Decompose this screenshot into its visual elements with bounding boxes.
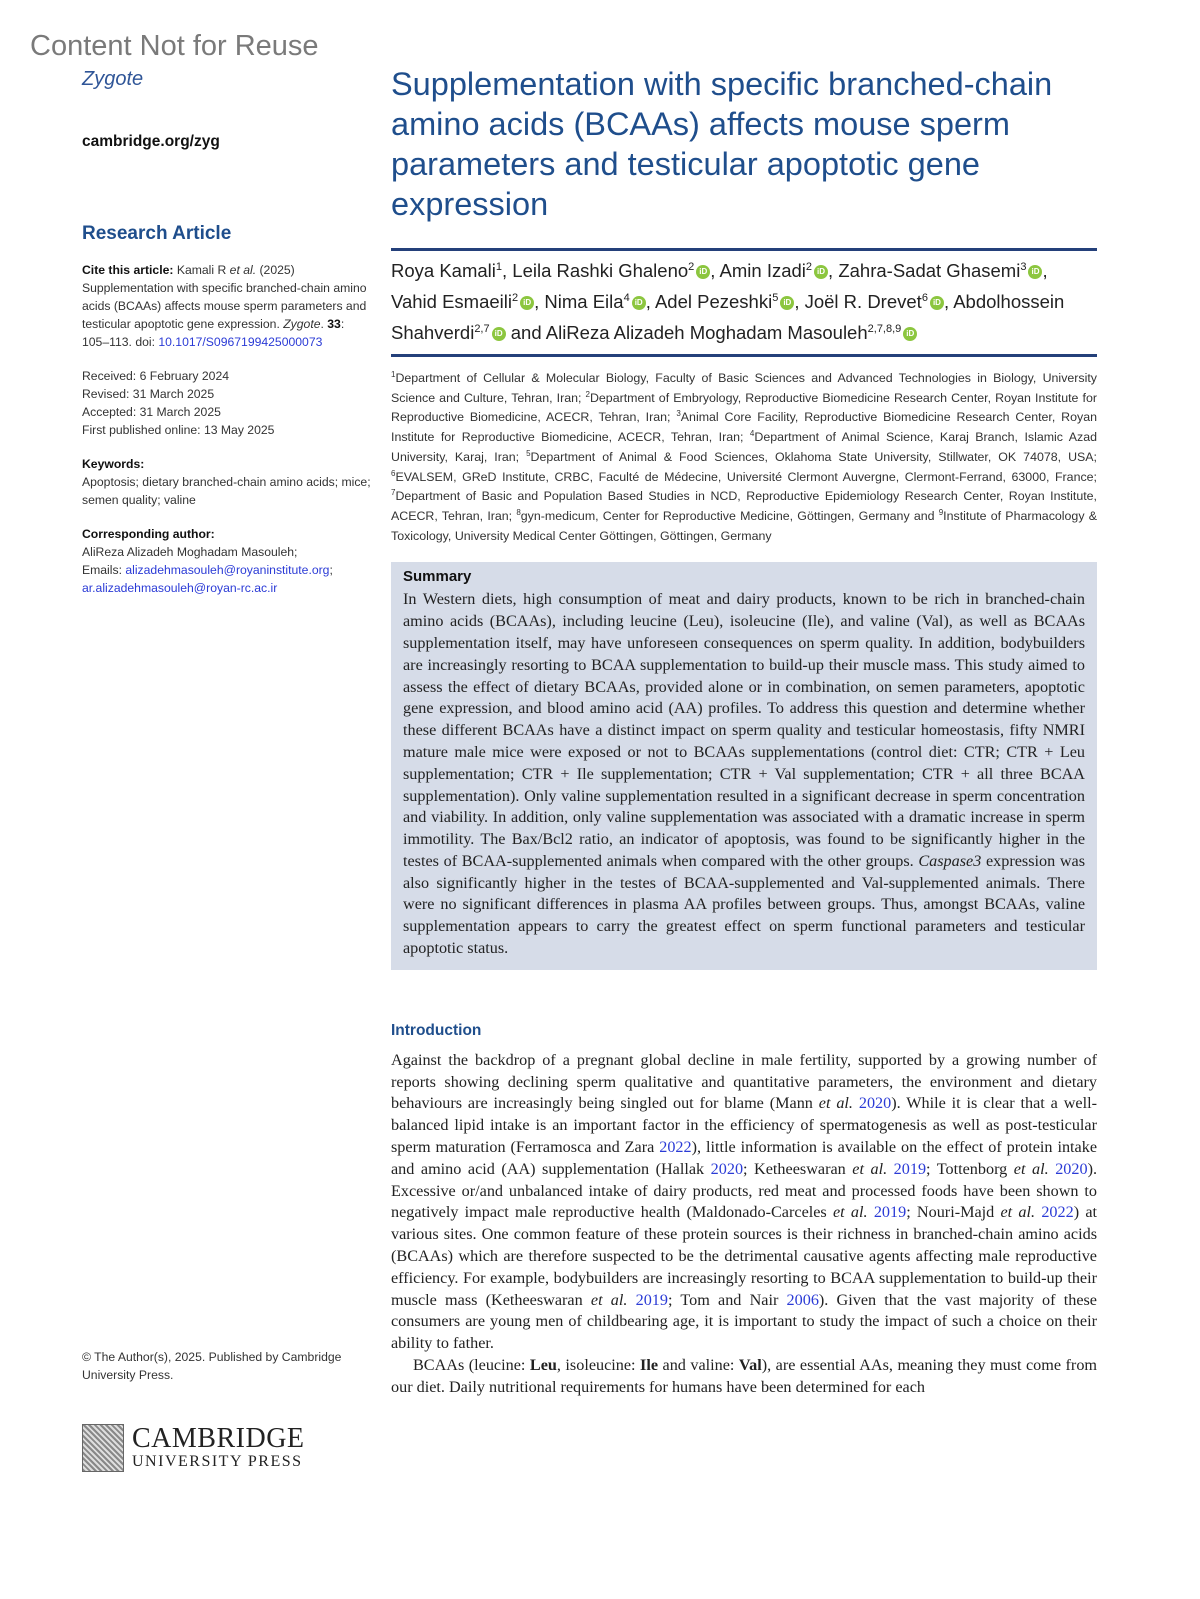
author-separator: , bbox=[943, 291, 954, 312]
author-affiliation: 2,7,8,9 bbox=[867, 322, 902, 335]
text-segment: ; Nouri-Majd bbox=[906, 1203, 1001, 1222]
introduction-text bbox=[391, 1050, 1097, 1399]
citation-link[interactable]: 2006 bbox=[786, 1290, 819, 1309]
author-affiliation: 5 bbox=[772, 291, 779, 304]
affiliation-number: 1 bbox=[391, 369, 396, 379]
paragraph bbox=[391, 1050, 1097, 1355]
author-affiliation: 2,7 bbox=[474, 322, 490, 335]
cite-authors: Kamali R bbox=[176, 263, 227, 277]
corresponding-author bbox=[82, 525, 372, 597]
citation-link[interactable]: 2019 bbox=[635, 1290, 668, 1309]
affiliation-number: 4 bbox=[749, 428, 755, 438]
author-name: Vahid Esmaeili bbox=[391, 291, 512, 312]
author-separator: , bbox=[502, 260, 513, 281]
keywords-label: Keywords: bbox=[82, 457, 145, 471]
accepted-date: Accepted: 31 March 2025 bbox=[82, 405, 221, 419]
author-name: Joël R. Drevet bbox=[804, 291, 922, 312]
corresponding-name: AliReza Alizadeh Moghadam Masouleh; bbox=[82, 545, 298, 559]
text-segment: Val bbox=[738, 1356, 762, 1375]
author-affiliation: 6 bbox=[921, 291, 928, 304]
text-segment: et al. bbox=[1000, 1203, 1036, 1222]
cite-journal: Zygote bbox=[283, 317, 321, 331]
summary-heading: Summary bbox=[403, 568, 472, 586]
text-segment: ). While it is clear that a well-balanced lipid intake is an important factor in the efficiency of spermatogenesis as well as post-testicular sperm maturation (Ferramosca and Zara bbox=[391, 1094, 1097, 1157]
keywords bbox=[82, 455, 372, 509]
text-segment: et al. bbox=[590, 1290, 628, 1309]
author-affiliation: 2 bbox=[688, 260, 695, 273]
orcid-icon[interactable]: iD bbox=[780, 296, 794, 310]
author-affiliation: 1 bbox=[495, 260, 503, 273]
logo-line-2: UNIVERSITY PRESS bbox=[132, 1453, 303, 1470]
orcid-icon[interactable]: iD bbox=[1028, 265, 1042, 279]
author-affiliation: 2 bbox=[512, 291, 519, 304]
text-segment bbox=[627, 1291, 635, 1309]
orcid-icon[interactable]: iD bbox=[930, 296, 944, 310]
text-segment: Against the backdrop of a pregnant global decline in male fertility, supported by a growing number of reports showing declining sperm qualitative and quantitative parameters, the environment and dietary behaviours are increasingly being singled out for blame (Mann bbox=[391, 1050, 1097, 1113]
affiliation-number: 3 bbox=[676, 409, 681, 419]
cite-year: (2025) bbox=[259, 263, 295, 277]
orcid-icon[interactable]: iD bbox=[814, 265, 828, 279]
text-segment: Ile bbox=[640, 1356, 659, 1375]
divider bbox=[391, 354, 1097, 357]
affiliation-text: Department of Cellular & Molecular Biology, Faculty of Basic Sciences and Advanced Technologies in Biology, University Science and Culture, Tehran, Iran; bbox=[391, 371, 1097, 405]
author-name: AliReza Alizadeh Moghadam Masouleh bbox=[545, 322, 868, 343]
author-name: Roya Kamali bbox=[391, 260, 496, 281]
affiliation-number: 8 bbox=[516, 507, 521, 517]
text-segment: ; Tom and Nair bbox=[667, 1290, 787, 1309]
revised-date: Revised: 31 March 2025 bbox=[82, 387, 215, 401]
text-segment: ). Given that the vast majority of these consumers are young men of childbearing age, it is important to study the impact of such a choice on their ability to father. bbox=[391, 1290, 1097, 1353]
left-column bbox=[82, 68, 372, 597]
published-date: First published online: 13 May 2025 bbox=[82, 423, 275, 437]
author-list bbox=[391, 251, 1097, 354]
citation-link[interactable]: 2022 bbox=[1041, 1203, 1074, 1222]
email-link-2[interactable]: ar.alizadehmasouleh@royan-rc.ac.ir bbox=[82, 581, 278, 595]
citation-link[interactable]: 2020 bbox=[1055, 1159, 1088, 1178]
author-separator: , bbox=[710, 260, 720, 281]
text-segment: In Western diets, high consumption of meat and dairy products, known to be rich in branched-chain amino acids (BCAAs), including leucine (Leu), isoleucine (Ile), and valine (Val), as well as BCAAs supplementation itself, may have unforeseen consequences on sperm quality. In addition, bodybuilders are increasingly resorting to BCAA supplementation to build-up their muscle mass. This study aimed to assess the effect of dietary BCAAs, provided alone or in combination, on semen parameters, apoptotic gene expression, and blood amino acid (AA) profiles. To address this question and determine whether these different BCAAs have a distinct impact on sperm quality and testicular homeostasis, fifty NMRI mature male mice were exposed or not to BCAAs supplementations (control diet: CTR; CTR + Leu supplementation; CTR + Ile supplementation; CTR + Val supplementation; CTR + all three BCAA supplementation). Only valine supplementation resulted in a significant decrease in sperm concentration and viability. In addition, only valine supplementation was associated with a dramatic increase in sperm immotility. The Bax/Bcl2 ratio, an indicator of apoptosis, was found to be significantly higher in the testes of BCAA-supplemented animals when compared with the other groups. bbox=[403, 590, 1085, 870]
emails-label: Emails: bbox=[82, 563, 122, 577]
affiliation-text: Animal Core Facility, Reproductive Biomedicine Research Center, Royan Institute for Reproductive Biomedicine, ACECR, Tehran, Iran; bbox=[391, 410, 1098, 445]
orcid-icon[interactable]: iD bbox=[520, 296, 534, 310]
received-date: Received: 6 February 2024 bbox=[82, 369, 230, 383]
affiliations bbox=[391, 369, 1097, 546]
orcid-icon[interactable]: iD bbox=[903, 327, 917, 341]
author-separator: , bbox=[645, 291, 655, 312]
text-segment: expression was also significantly higher in the testes of BCAA-supplemented and Val-supplemented animals. There were no significant differences in plasma AA profiles between groups. Thus, amongst BCAAs, valine supplementation appears to carry the greatest effect on sperm functional parameters and testicular apoptotic status. bbox=[403, 851, 1085, 958]
affiliation-number: 2 bbox=[585, 389, 590, 399]
citation-link[interactable]: 2020 bbox=[858, 1094, 892, 1113]
affiliation-text: EVALSEM, GReD Institute, CRBC, Faculté de Médecine, Université Clermont Auvergne, Clermont-Ferrand, 63000, France; bbox=[395, 469, 1097, 484]
affiliation-text: Department of Animal & Food Sciences, Oklahoma State University, Stillwater, OK 74078, USA; bbox=[530, 449, 1097, 464]
author-separator: and bbox=[505, 322, 546, 343]
author-name: Adel Pezeshki bbox=[654, 291, 773, 312]
citation-link[interactable]: 2019 bbox=[893, 1159, 927, 1178]
author-affiliation: 2 bbox=[805, 260, 813, 273]
text-segment: Leu bbox=[529, 1356, 557, 1375]
logo-line-1: CAMBRIDGE bbox=[132, 1423, 305, 1454]
text-segment: and valine: bbox=[658, 1356, 739, 1375]
text-segment: ; Ketheeswaran bbox=[743, 1159, 853, 1178]
email-separator: ; bbox=[329, 563, 333, 577]
affiliation-number: 6 bbox=[391, 468, 396, 478]
cite-etal: et al. bbox=[229, 263, 257, 277]
cambridge-logo bbox=[82, 1424, 372, 1472]
orcid-icon[interactable]: iD bbox=[632, 296, 646, 310]
author-name: Amin Izadi bbox=[719, 260, 806, 281]
text-segment: ), are essential AAs, meaning they must come from our diet. Daily nutritional requirements for humans have been determined for each bbox=[391, 1356, 1098, 1396]
watermark: Content Not for Reuse bbox=[30, 30, 319, 62]
affiliation-number: 7 bbox=[391, 488, 396, 498]
text-segment: et al. bbox=[1013, 1159, 1049, 1178]
text-segment: et al. bbox=[852, 1159, 888, 1178]
text-segment: et al. bbox=[832, 1203, 868, 1222]
journal-website[interactable]: cambridge.org/zyg bbox=[82, 133, 220, 150]
cite-this-article: Cite this article: Kamali R et al. (2025) Supplementation with specific branched-chain amino acids (BCAAs) affects mouse sperm parameters and testicular apoptotic gene expression. Zygote. 33: 105–113. doi: 10.1017/S0967199425000073 bbox=[82, 263, 367, 349]
keywords-text: Apoptosis; dietary branched-chain amino acids; mice; semen quality; valine bbox=[82, 475, 371, 507]
author-name: Leila Rashki Ghaleno bbox=[512, 260, 689, 281]
cite-volume: 33 bbox=[327, 317, 341, 331]
text-segment: ; Tottenborg bbox=[926, 1159, 1014, 1178]
author-separator: , bbox=[1042, 260, 1053, 281]
affiliation-number: 9 bbox=[938, 507, 944, 517]
affiliation-text: Department of Animal Science, Karaj Branch, Islamic Azad University, Karaj, Iran; bbox=[391, 430, 1097, 464]
text-segment: ). Excessive or/and unbalanced intake of dairy products, red meat and processed foods have been shown to negatively impact male reproductive health (Maldonado-Carceles bbox=[391, 1159, 1097, 1222]
text-segment: ) at various sites. One common feature of these protein sources is their richness in branched-chain amino acids (BCAAs) which are therefore suspected to be the detrimental causative agents affecting male reproductive efficiency. For example, bodybuilders are increasingly resorting to BCAA supplementation to build-up their muscle mass (Ketheeswaran bbox=[391, 1203, 1098, 1309]
cite-title: Supplementation with specific branched-chain amino acids (BCAAs) affects mouse sperm parameters and testicular apoptotic gene expression. bbox=[82, 281, 367, 331]
author-affiliation: 3 bbox=[1020, 260, 1027, 273]
article-type: Research Article bbox=[82, 223, 232, 244]
journal-name: Zygote bbox=[82, 68, 144, 90]
text-segment: BCAAs (leucine: bbox=[413, 1356, 530, 1375]
text-segment: et al. bbox=[818, 1094, 853, 1113]
author-separator: , bbox=[794, 291, 805, 312]
corresponding-label: Corresponding author: bbox=[82, 527, 215, 541]
paragraph bbox=[391, 1355, 1097, 1399]
orcid-icon[interactable]: iD bbox=[696, 265, 710, 279]
summary-text bbox=[403, 589, 1085, 960]
doi-link[interactable]: 10.1017/S0967199425000073 bbox=[158, 335, 323, 349]
introduction-heading: Introduction bbox=[391, 1021, 482, 1039]
right-column bbox=[391, 64, 1097, 1399]
text-segment: Caspase3 bbox=[918, 851, 982, 870]
citation-link[interactable]: 2022 bbox=[659, 1138, 692, 1157]
citation-link[interactable]: 2020 bbox=[710, 1159, 744, 1178]
summary-box bbox=[391, 562, 1097, 970]
article-title: Supplementation with specific branched-chain amino acids (BCAAs) affects mouse sperm parameters and testicular apoptotic gene expression bbox=[391, 66, 1053, 222]
author-separator: , bbox=[828, 260, 839, 281]
text-segment: , isoleucine: bbox=[556, 1356, 641, 1375]
cambridge-shield-icon bbox=[82, 1424, 124, 1472]
cite-pages: : 105–113. doi: bbox=[82, 317, 345, 349]
cite-label: Cite this article: bbox=[82, 263, 174, 277]
author-affiliation: 4 bbox=[623, 291, 630, 304]
text-segment: ), little information is available on the effect of protein intake and amino acid (AA) supplementation (Hallak bbox=[391, 1138, 1097, 1178]
affiliation-text: gyn-medicum, Center for Reproductive Medicine, Göttingen, Germany and bbox=[520, 508, 939, 523]
dates bbox=[82, 367, 372, 439]
citation-link[interactable]: 2019 bbox=[873, 1203, 907, 1222]
affiliation-text: Department of Basic and Population Based Studies in NCD, Reproductive Epidemiology Research Center, Royan Institute, ACECR, Tehran, Iran; bbox=[391, 489, 1097, 523]
copyright: © The Author(s), 2025. Published by Cambridge University Press. bbox=[82, 1350, 342, 1382]
affiliation-text: Department of Embryology, Reproductive Biomedicine Research Center, Royan Institute for Reproductive Biomedicine, ACECR, Tehran, Iran; bbox=[391, 390, 1097, 425]
author-separator: , bbox=[534, 291, 545, 312]
affiliation-number: 5 bbox=[526, 448, 531, 458]
orcid-icon[interactable]: iD bbox=[492, 327, 506, 341]
bottom-left bbox=[82, 1348, 372, 1472]
author-name: Nima Eila bbox=[544, 291, 624, 312]
author-name: Abdolhossein Shahverdi bbox=[391, 291, 1065, 343]
affiliation-text: Institute of Pharmacology & Toxicology, University Medical Center Göttingen, Göttingen, Germany bbox=[391, 508, 1097, 543]
email-link-1[interactable]: alizadehmasouleh@royaninstitute.org bbox=[125, 563, 330, 577]
author-name: Zahra-Sadat Ghasemi bbox=[838, 260, 1021, 281]
